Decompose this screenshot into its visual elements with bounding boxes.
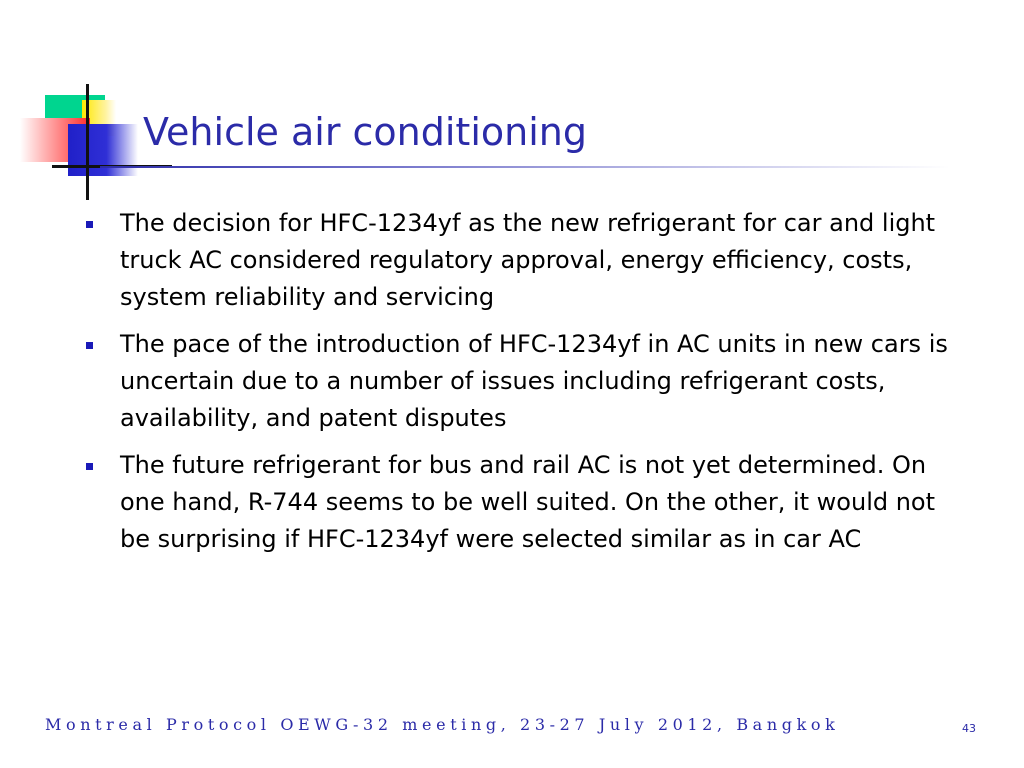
page-number: 43 (962, 722, 976, 735)
slide-logo-decoration (0, 0, 200, 210)
logo-vertical-line (86, 84, 89, 200)
slide-title: Vehicle air conditioning (143, 110, 587, 154)
logo-blue-square (68, 124, 138, 176)
square-bullet-icon (86, 221, 93, 228)
bullet-text: The future refrigerant for bus and rail AC is not yet determined. On one hand, R-744 seems to be well suited. On the other, it would not be surprising if HFC-1234yf were selected similar as in car AC (120, 451, 936, 553)
slide-footer: Montreal Protocol OEWG-32 meeting, 23-27 July 2012, Bangkok (45, 715, 840, 734)
bullet-item (82, 447, 962, 558)
square-bullet-icon (86, 342, 93, 349)
bullet-item (82, 326, 962, 437)
bullet-text: The pace of the introduction of HFC-1234yf in AC units in new cars is uncertain due to a number of issues including refrigerant costs, availability, and patent disputes (120, 330, 948, 432)
title-underline (100, 166, 950, 168)
square-bullet-icon (86, 463, 93, 470)
bullet-item (82, 205, 962, 316)
bullet-text: The decision for HFC-1234yf as the new refrigerant for car and light truck AC considered regulatory approval, energy efficiency, costs, system reliability and servicing (120, 209, 936, 311)
bullet-list (82, 205, 962, 568)
